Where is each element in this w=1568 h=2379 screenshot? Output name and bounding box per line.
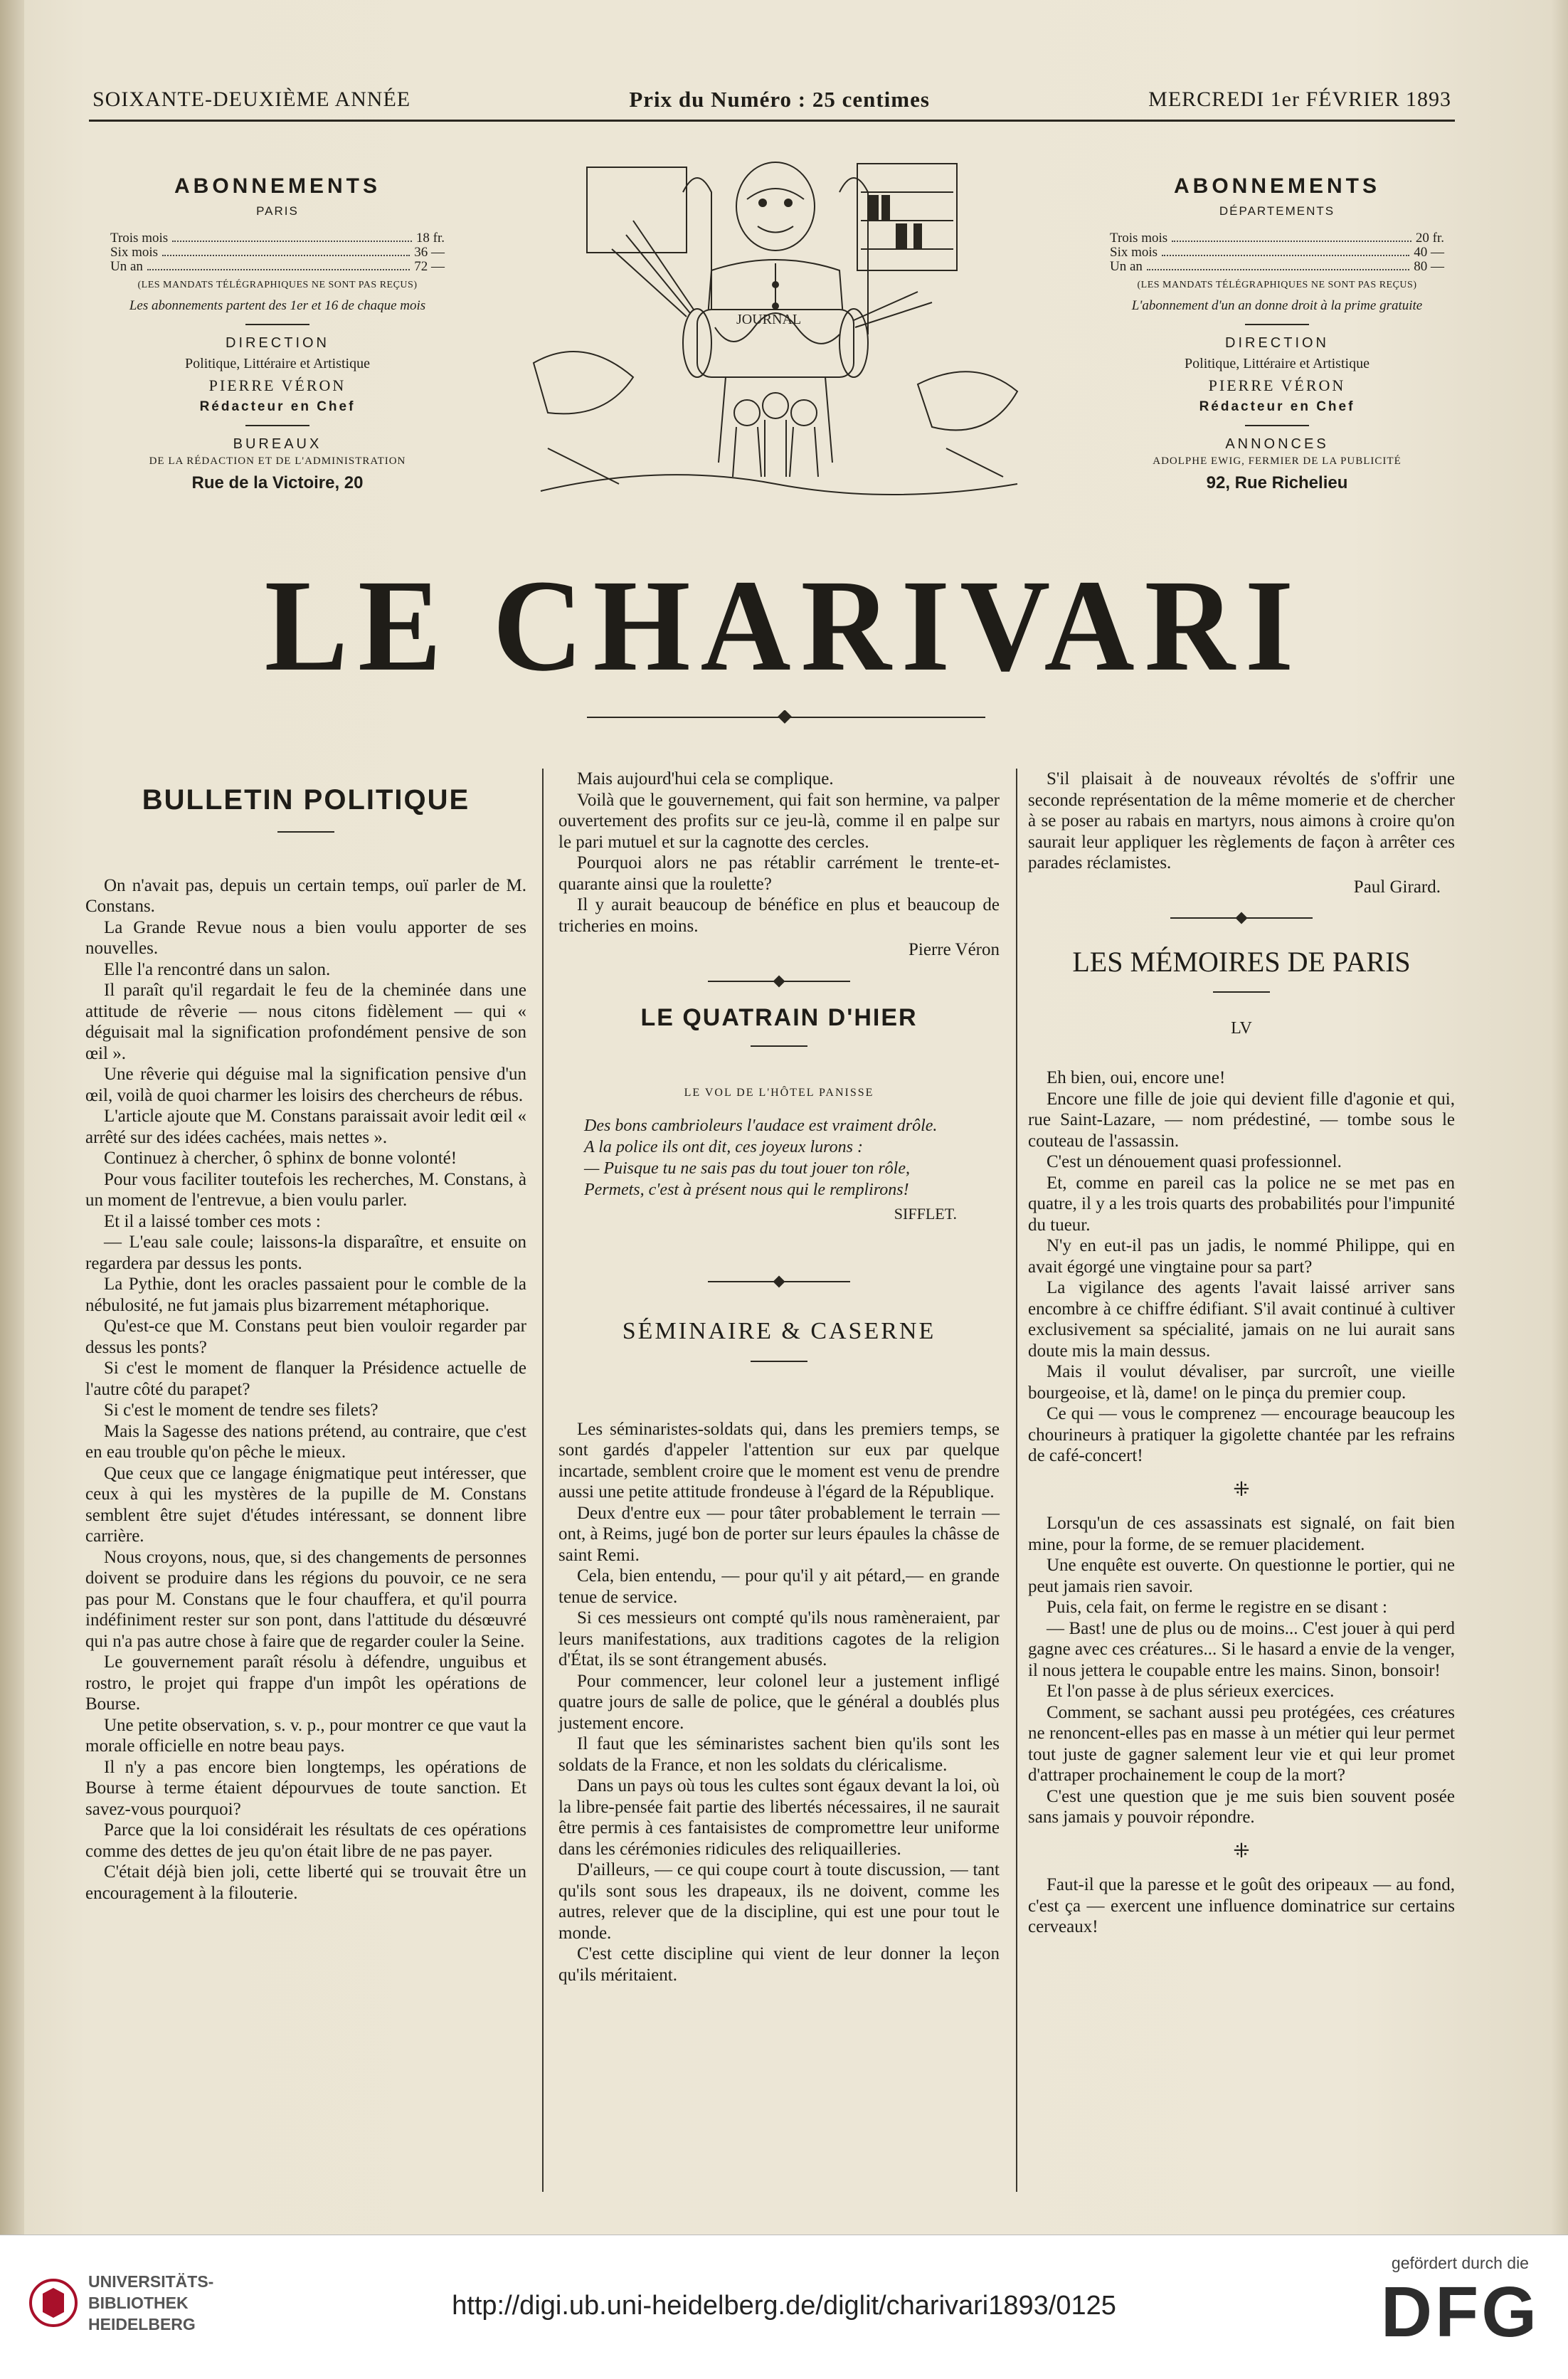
right-annonces: ANNONCES <box>1225 436 1329 452</box>
divider <box>245 425 309 426</box>
paragraph: C'est un dénouement quasi professionnel. <box>1047 1152 1342 1171</box>
price-label: Prix du Numéro : 25 centimes <box>629 87 930 112</box>
left-box-region: PARIS <box>256 204 299 218</box>
star-divider: ⁜ <box>1233 1478 1250 1501</box>
bulletin-title: BULLETIN POLITIQUE <box>142 784 470 816</box>
newspaper-title: LE CHARIVARI <box>264 553 1304 699</box>
paragraph: Dans un pays où tous les cultes sont égaux devant la loi, où la libre-pensée fait partie des libertés nécessaires, il ne saurait être permis à ces fantaisistes de compromettre leur uniforme dans les cérémonies ridicules des reliquailleries. <box>558 1776 1000 1859</box>
paragraph: On n'avait pas, depuis un certain temps, ouï parler de M. Constans. <box>85 875 526 916</box>
divider <box>1245 324 1309 325</box>
paragraph: Et, comme en pareil cas la police ne se met pas en quatre, il y a les trois quarts des probabilités pour l'impunité du tueur. <box>1028 1173 1455 1235</box>
paragraph: La Grande Revue nous a bien voulu apporter de ses nouvelles. <box>85 917 526 958</box>
paragraph: Une rêverie qui déguise mal la signification pensive d'un œil, voilà de quoi charmer les loisirs des chercheurs de rébus. <box>85 1065 526 1105</box>
paragraph: Voilà que le gouvernement, qui fait son hermine, va palper ouvertement des profits sur ce jeu-là, comme il en palpe sur le pari mutuel et sur la cagnotte des cercles. <box>558 790 1000 852</box>
rate-row: Un an 72 — <box>110 259 445 274</box>
divider <box>751 1361 807 1362</box>
digital-library-footer <box>0 2235 1568 2379</box>
left-box-italic: Les abonnements partent des 1er et 16 de chaque mois <box>129 298 426 313</box>
paragraph: N'y en eut-il pas un jadis, le nommé Philippe, qui en avait égorgé une vingtaine pour sa part? <box>1028 1236 1455 1277</box>
column-2 <box>558 769 1000 1985</box>
paragraph: Le gouvernement paraît résolu à défendre, unguibus et rostro, le projet qui frappe d'un impôt les opérations de Bourse. <box>85 1652 526 1714</box>
memoires-title: LES MÉMOIRES DE PARIS <box>1072 946 1411 978</box>
right-director: PIERRE VÉRON <box>1208 376 1346 394</box>
divider <box>1213 991 1270 993</box>
paragraph: Faut-il que la paresse et le goût des oripeaux — au fond, c'est ça — exercent une influence dominatrice sur certains cerveaux! <box>1028 1875 1455 1936</box>
diamond-divider <box>1170 910 1313 926</box>
left-bureaux: BUREAUX <box>233 436 322 452</box>
paragraph: Encore une fille de joie qui devient fille d'agonie et qui, rue Saint-Lazare, — nom prédestiné, — tombe sous le couteau de l'assassin. <box>1028 1089 1455 1151</box>
left-direction: DIRECTION <box>226 335 329 351</box>
right-direction: DIRECTION <box>1225 335 1329 351</box>
paragraph: La vigilance des agents l'avait laissé arriver sans encombre à ce chiffre édifiant. S'il avait continué à cultiver exclusivement sa spécialité, jamais on ne lui aurait sans doute mis la main dessus. <box>1028 1278 1455 1361</box>
article-signature: Paul Girard. <box>1353 877 1441 897</box>
paragraph: C'est une question que je me suis bien souvent posée sans jamais y pouvoir répondre. <box>1028 1786 1455 1827</box>
star-divider: ⁜ <box>1233 1840 1250 1862</box>
memoires-body <box>1028 1874 1455 1938</box>
left-director-role: Rédacteur en Chef <box>199 399 356 414</box>
quatrain-lines <box>558 1115 1000 1201</box>
paragraph: S'il plaisait à de nouveaux révoltés de s'offrir une seconde représentation de la même momerie et de chercher à se poser au rabais en martyrs, nous aimons à croire qu'on saurait leur appliquer les règlements de façon à arrêter ces parades réclamistes. <box>1028 769 1455 872</box>
right-address: 92, Rue Richelieu <box>1206 473 1348 492</box>
paragraph: Continuez à chercher, ô sphinx de bonne volonté! <box>104 1149 457 1168</box>
column-3-body <box>1028 769 1455 874</box>
paragraph: Parce que la loi considérait les résultats de ces opérations comme des dettes de jeu qu'on était libre de ne pas payer. <box>85 1820 526 1861</box>
paragraph: Pourquoi alors ne pas rétablir carrément le trente-et-quarante ainsi que la roulette? <box>558 853 1000 894</box>
paragraph: — Puisque tu ne sais pas du tout jouer ton rôle, <box>584 1159 910 1178</box>
column-rule <box>1016 769 1017 2192</box>
paragraph: Il y aurait beaucoup de bénéfice en plus et beaucoup de tricheries en moins. <box>558 895 1000 936</box>
masthead-engraving <box>519 149 1032 527</box>
rate-row: Six mois 40 — <box>1110 245 1444 260</box>
binding-spine <box>0 0 24 2235</box>
paragraph: Il n'y a pas encore bien longtemps, les opérations de Bourse à terme étaient dépourvues de toute sanction. Et savez-vous pourquoi? <box>85 1757 526 1819</box>
bulletin-body <box>85 875 526 1904</box>
journal-label: JOURNAL <box>736 312 802 327</box>
paragraph: L'article ajoute que M. Constans paraissait avoir ledit œil « arrêté sur des idées cachées, mais nettes ». <box>85 1107 526 1147</box>
paragraph: Cela, bien entendu, — pour qu'il y ait pétard,— en grande tenue de service. <box>558 1566 1000 1607</box>
rate-row: Six mois 36 — <box>110 245 445 260</box>
left-subscription-box <box>85 174 470 493</box>
right-box-title: ABONNEMENTS <box>1173 174 1380 198</box>
funder-text: gefördert durch die <box>1391 2254 1529 2272</box>
paragraph: Eh bien, oui, encore une! <box>1047 1068 1226 1087</box>
column-3 <box>1028 769 1455 1938</box>
rate-row: Trois mois 20 fr. <box>1110 231 1444 246</box>
memoires-body <box>1028 1513 1455 1828</box>
paragraph: Il paraît qu'il regardait le feu de la cheminée dans une attitude de rêverie — nous citons fidèlement — qui « déguisait mal la signification profondément pensive de son œil ». <box>85 981 526 1063</box>
left-bureaux-desc: DE LA RÉDACTION ET DE L'ADMINISTRATION <box>149 455 406 467</box>
paragraph: Pour commencer, leur colonel leur a justement infligé quatre jours de salle de police, que le général a doublés plus justement encore. <box>558 1671 1000 1733</box>
quatrain-signature: SIFFLET. <box>894 1204 957 1223</box>
source-url[interactable]: http://digi.ub.uni-heidelberg.de/diglit/charivari1893/0125 <box>452 2291 1116 2321</box>
left-rates <box>110 231 445 274</box>
paragraph: Si c'est le moment de flanquer la Présidence actuelle de l'autre côté du parapet? <box>85 1359 526 1399</box>
rate-row: Un an 80 — <box>1110 259 1444 274</box>
paragraph: — L'eau sale coule; laissons-la disparaître, et ensuite on regardera par dessus les ponts. <box>85 1233 526 1273</box>
paragraph: Puis, cela fait, on ferme le registre en se disant : <box>1047 1598 1388 1617</box>
left-direction-desc: Politique, Littéraire et Artistique <box>185 356 370 371</box>
paragraph: Comment, se sachant aussi peu protégées, ces créatures ne renoncent-elles pas en masse à un métier qui leur permet tout juste de gagner salement leur vie et qui leur promet d'attraper prochainement le coup de la mort? <box>1028 1702 1455 1785</box>
paragraph: La Pythie, dont les oracles passaient pour le comble de la nébulosité, ne fut jamais plus bizarrement métaphorique. <box>85 1275 526 1315</box>
paragraph: Une petite observation, s. v. p., pour montrer ce que vaut la morale officielle en notre beau pays. <box>85 1715 526 1756</box>
diamond-divider <box>708 974 850 989</box>
right-subscription-box <box>1085 174 1469 493</box>
date-label: MERCREDI 1er FÉVRIER 1893 <box>1148 88 1451 111</box>
right-direction-desc: Politique, Littéraire et Artistique <box>1185 356 1370 371</box>
paragraph: Mais aujourd'hui cela se complique. <box>577 769 834 788</box>
left-box-note: (LES MANDATS TÉLÉGRAPHIQUES NE SONT PAS REÇUS) <box>137 280 418 290</box>
seminaire-body <box>558 1419 1000 1986</box>
left-address: Rue de la Victoire, 20 <box>191 473 364 492</box>
paragraph: Si c'est le moment de tendre ses filets? <box>104 1401 378 1420</box>
right-director-role: Rédacteur en Chef <box>1199 399 1355 414</box>
paragraph: — Bast! une de plus ou de moins... C'est jouer à qui perd gagne avec ces créatures... Si le hasard a envie de la venger, il nous jettera le coupable entre les mains. Sinon, bonsoir! <box>1028 1618 1455 1680</box>
right-rates <box>1110 231 1444 274</box>
year-label: SOIXANTE-DEUXIÈME ANNÉE <box>92 88 411 111</box>
right-box-italic: L'abonnement d'un an donne droit à la prime gratuite <box>1131 298 1423 313</box>
paragraph: D'ailleurs, — ce qui coupe court à toute discussion, — tant qu'ils sont sous les drapeaux, ils ne doivent, comme les autres, relever que de la discipline, qui est une pour tout le monde. <box>558 1860 1000 1943</box>
column-rule <box>542 769 544 2192</box>
right-annonces-desc: ADOLPHE EWIG, FERMIER DE LA PUBLICITÉ <box>1153 455 1402 467</box>
paragraph: Nous croyons, nous, que, si des changements de personnes doivent se produire dans les régions du pouvoir, ce ne sera pas pour M. Constans que le four chauffera, et qu'il pourra indéfiniment rester sur son pont, dans l'attitude du désœuvré qui n'a pas autre chose à faire que de regarder couler la Seine. <box>85 1547 526 1651</box>
article-signature: Pierre Véron <box>909 940 1000 959</box>
header-rule <box>89 120 1455 122</box>
paragraph: C'était déjà bien joli, cette liberté qui se trouvait être un encouragement à la filouterie. <box>85 1862 526 1903</box>
paragraph: Pour vous faciliter toutefois les recherches, M. Constans, à un moment de l'entrevue, a bien voulu parler. <box>85 1169 526 1210</box>
header-info-line <box>92 82 1451 117</box>
left-box-title: ABONNEMENTS <box>174 174 381 198</box>
divider <box>751 1045 807 1047</box>
memoires-body <box>1028 1067 1455 1467</box>
left-director: PIERRE VÉRON <box>208 376 346 394</box>
paragraph: Lorsqu'un de ces assassinats est signalé, on fait bien mine, pour la forme, de se remuer placidement. <box>1028 1514 1455 1554</box>
memoires-number: LV <box>1231 1018 1252 1038</box>
paragraph: Mais la Sagesse des nations prétend, au contraire, que c'est en eau trouble qu'on pêche le mieux. <box>85 1421 526 1462</box>
paragraph: Une enquête est ouverte. On questionne le portier, qui ne peut jamais rien savoir. <box>1028 1556 1455 1596</box>
column-2-body <box>558 769 1000 937</box>
divider <box>277 831 334 833</box>
quatrain-subtitle: LE VOL DE L'HÔTEL PANISSE <box>684 1087 874 1099</box>
funder-block <box>1381 2254 1540 2351</box>
dfg-logo: DFG <box>1380 2272 1540 2352</box>
seminaire-title: SÉMINAIRE & CASERNE <box>622 1318 936 1344</box>
paragraph: Si ces messieurs ont compté qu'ils nous ramèneraient, par leurs manifestations, aux traditions cagotes de la religion d'État, ils se sont étrangement abusés. <box>558 1608 1000 1669</box>
paragraph: Qu'est-ce que M. Constans peut bien vouloir regarder par dessus les ponts? <box>85 1317 526 1357</box>
paragraph: Permets, c'est à présent nous qui le remplirons! <box>584 1180 909 1199</box>
divider <box>245 324 309 325</box>
paragraph: Les séminaristes-soldats qui, dans les premiers temps, se sont gardés d'appeler l'attention sur eux par quelque incartade, semblent croire que le moment est venu de prendre aussi une petite attitude frondeuse à l'égard de la République. <box>558 1419 1000 1502</box>
paragraph: Des bons cambrioleurs l'audace est vraiment drôle. <box>584 1116 938 1135</box>
paragraph: Et l'on passe à de plus sérieux exercices. <box>1047 1682 1335 1701</box>
university-name: UNIVERSITÄTS- BIBLIOTHEK HEIDELBERG <box>88 2272 214 2333</box>
paragraph: Deux d'entre eux — pour tâter probablement le terrain — ont, à Reims, jugé bon de porter sur leurs épaules la châsse de saint Remi. <box>558 1503 1000 1565</box>
paragraph: A la police ils ont dit, ces joyeux lurons : <box>584 1137 863 1156</box>
rate-row: Trois mois 18 fr. <box>110 231 445 246</box>
paragraph: C'est cette discipline qui vient de leur donner la leçon qu'ils méritaient. <box>558 1944 1000 1985</box>
diamond-divider <box>708 1274 850 1289</box>
paragraph: Que ceux que ce langage énigmatique peut intéresser, que ceux à qui les mystères de la pupille de M. Constans semblent être sujet d'études intéressant, se donnent libre carrière. <box>85 1463 526 1546</box>
quatrain-title: LE QUATRAIN D'HIER <box>640 1003 918 1031</box>
masthead-ornament <box>587 710 985 724</box>
divider <box>1245 425 1309 426</box>
column-1 <box>85 769 526 1904</box>
right-box-note: (LES MANDATS TÉLÉGRAPHIQUES NE SONT PAS REÇUS) <box>1137 280 1417 290</box>
paragraph: Et il a laissé tomber ces mots : <box>104 1211 321 1231</box>
paragraph: Il faut que les séminaristes sachent bien qu'ils sont les soldats de la France, et non les soldats du cléricalisme. <box>558 1734 1000 1775</box>
paragraph: Elle l'a rencontré dans un salon. <box>104 959 331 979</box>
paragraph: Mais il voulut dévaliser, par surcroît, une vieille bourgeoise, et là, dame! on le pinça du premier coup. <box>1028 1362 1455 1403</box>
paragraph: Ce qui — vous le comprenez — encourage beaucoup les chourineurs à pratiquer la gigolette chantée par les refrains de café-concert! <box>1028 1404 1455 1465</box>
right-box-region: DÉPARTEMENTS <box>1219 204 1335 218</box>
